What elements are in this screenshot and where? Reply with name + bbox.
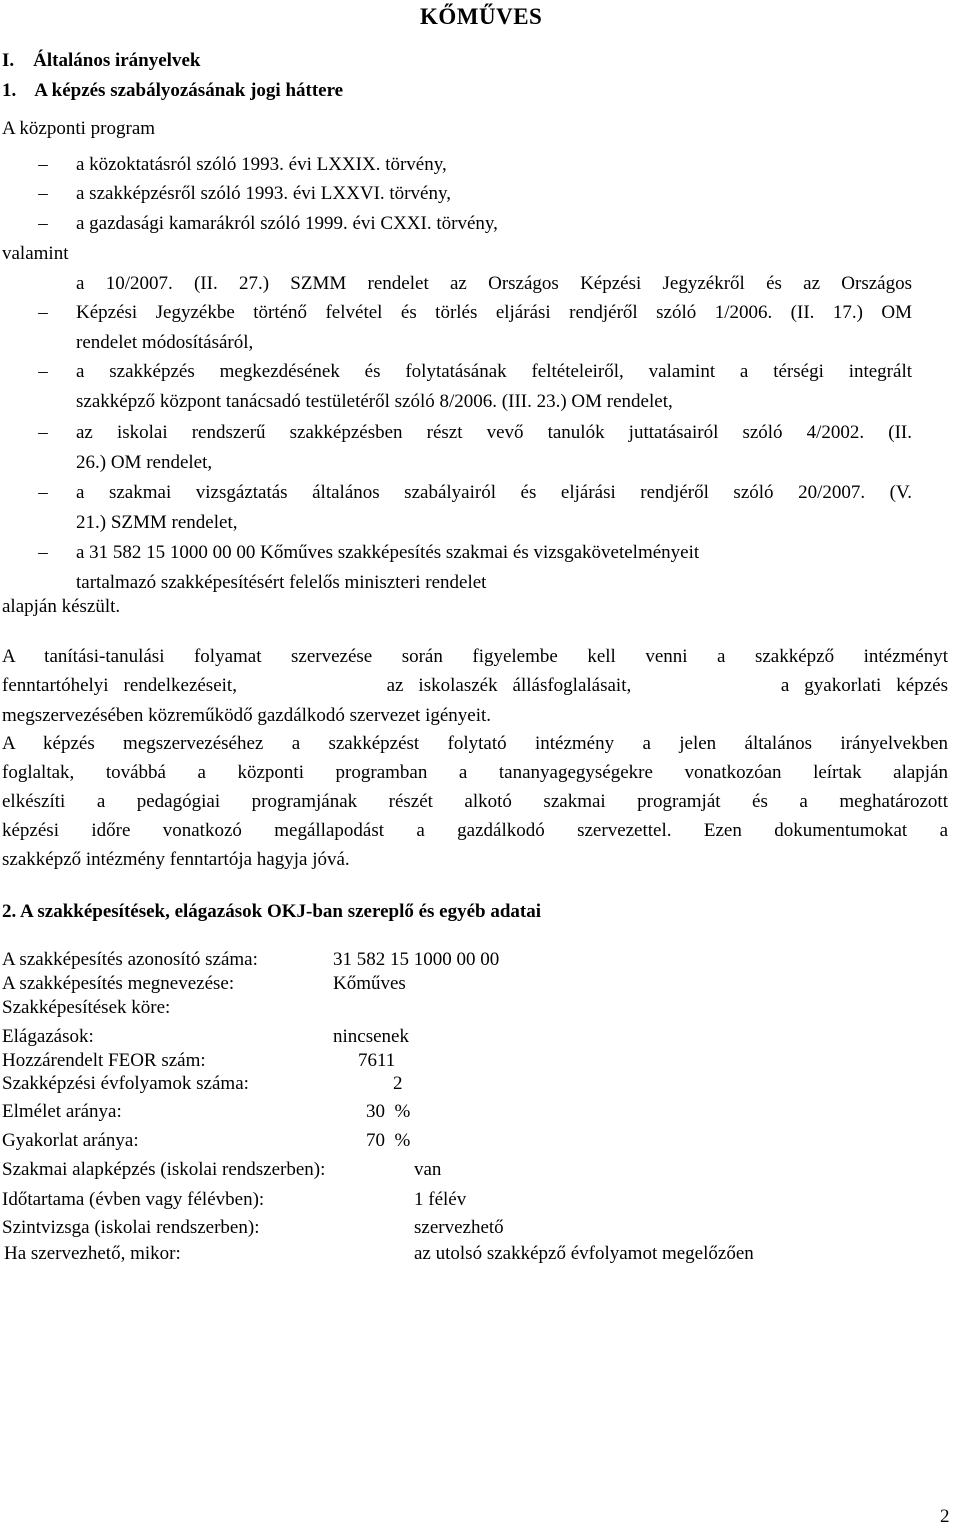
data-key: Elmélet aránya: (2, 1101, 122, 1122)
data-value: van (414, 1159, 442, 1180)
data-key: Gyakorlat aránya: (2, 1130, 139, 1151)
law-item: a közoktatásról szóló 1993. évi LXXIX. törvény, (76, 154, 447, 175)
data-value: 31 582 15 1000 00 00 (333, 949, 500, 970)
bullet-dash: – (38, 183, 48, 204)
paragraph-1-line: fenntartóhelyi rendelkezéseit, az iskolaszék állásfoglalásait, a gyakorlati képzés (2, 675, 948, 696)
bullet-dash: – (38, 213, 48, 234)
data-key: Hozzárendelt FEOR szám: (2, 1050, 206, 1071)
document-title: KŐMŰVES (420, 4, 543, 29)
law-item-line1: Képzési Jegyzékbe történő felvétel és törlés eljárási rendjéről szóló 1/2006. (II. 17.) OM (76, 302, 912, 323)
paragraph-1-line: megszervezésében közreműködő gazdálkodó szervezet igényeit. (2, 705, 492, 726)
law-item-line2: tartalmazó szakképesítésért felelős miniszteri rendelet (76, 572, 487, 593)
page-number: 2 (940, 1506, 950, 1527)
law-item-line2: 26.) OM rendelet, (76, 452, 213, 473)
data-key: Szakképzési évfolyamok száma: (2, 1073, 249, 1094)
bullet-dash: – (38, 422, 48, 443)
data-value: szervezhető (414, 1217, 504, 1238)
data-key: Szakmai alapképzés (iskolai rendszerben): (2, 1159, 326, 1180)
bullet-dash: – (38, 302, 48, 323)
section-heading-2: 2. A szakképesítések, elágazások OKJ-ban szereplő és egyéb adatai (2, 901, 542, 922)
paragraph-2-line: képzési időre vonatkozó megállapodást a gazdálkodó szervezettel. Ezen dokumentumokat a (2, 820, 948, 841)
law-item-line1: az iskolai rendszerű szakképzésben részt vevő tanulók juttatásairól szóló 4/2002. (II. (76, 422, 912, 443)
law-item: a 10/2007. (II. 27.) SZMM rendelet az Országos Képzési Jegyzékről és az Országos (76, 273, 912, 294)
law-item-line2: rendelet módosításáról, (76, 332, 254, 353)
law-item-line1: a szakképzés megkezdésének és folytatásának feltételeiről, valamint a térségi integrált (76, 361, 912, 382)
data-key: Ha szervezhető, mikor: (4, 1243, 181, 1264)
data-value: 70 % (366, 1130, 411, 1151)
data-key: Szakképesítések köre: (2, 997, 171, 1018)
data-key: Szintvizsga (iskolai rendszerben): (2, 1217, 260, 1238)
paragraph-2-line: foglaltak, továbbá a központi programban a tananyagegységekre vonatkozóan leírtak alapján (2, 762, 948, 783)
law-item-line1: a szakmai vizsgáztatás általános szabályairól és eljárási rendjéről szóló 20/2007. (V. (76, 482, 912, 503)
data-key: Elágazások: (2, 1026, 94, 1047)
law-item-line2: 21.) SZMM rendelet, (76, 512, 238, 533)
data-value: Kőműves (333, 973, 406, 994)
law-item: a szakképzésről szóló 1993. évi LXXVI. törvény, (76, 183, 451, 204)
alapjan-text: alapján készült. (2, 596, 121, 617)
valamint-text: valamint (2, 243, 69, 264)
subsection-heading-1-1: 1. A képzés szabályozásának jogi háttere (2, 80, 344, 101)
data-value: nincsenek (333, 1026, 409, 1047)
data-value: az utolsó szakképző évfolyamot megelőzően (414, 1243, 754, 1264)
paragraph-2-line: szakképző intézmény fenntartója hagyja jóvá. (2, 849, 350, 870)
data-key: A szakképesítés megnevezése: (2, 973, 235, 994)
data-value: 2 (393, 1073, 403, 1094)
bullet-dash: – (38, 361, 48, 382)
data-key: Időtartama (évben vagy félévben): (2, 1189, 265, 1210)
paragraph-2-line: A képzés megszervezéséhez a szakképzést folytató intézmény a jelen általános irányelvekben (2, 733, 948, 754)
law-item-line1: a 31 582 15 1000 00 00 Kőműves szakképesítés szakmai és vizsgakövetelményeit (76, 542, 700, 563)
data-value: 30 % (366, 1101, 411, 1122)
section-heading-1: I. Általános irányelvek (2, 50, 201, 71)
data-value: 1 félév (414, 1189, 467, 1210)
law-item: a gazdasági kamarákról szóló 1999. évi CXXI. törvény, (76, 213, 498, 234)
bullet-dash: – (38, 542, 48, 563)
intro-text: A központi program (2, 118, 156, 139)
law-item-line2: szakképző központ tanácsadó testületéről szóló 8/2006. (III. 23.) OM rendelet, (76, 391, 673, 412)
data-key: A szakképesítés azonosító száma: (2, 949, 258, 970)
data-value: 7611 (358, 1050, 396, 1071)
bullet-dash: – (38, 482, 48, 503)
bullet-dash: – (38, 154, 48, 175)
paragraph-1-line: A tanítási-tanulási folyamat szervezése során figyelembe kell venni a szakképző intézményt (2, 646, 948, 667)
paragraph-2-line: elkészíti a pedagógiai programjának részét alkotó szakmai programját és a meghatározott (2, 791, 948, 812)
